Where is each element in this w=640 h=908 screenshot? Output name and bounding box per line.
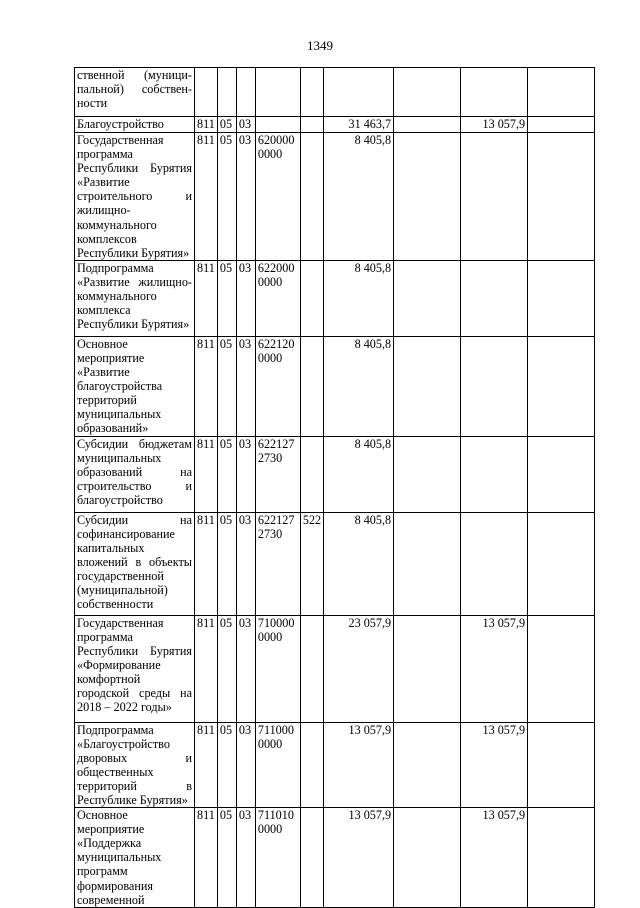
row-csr-cell: 622000 0000 — [255, 260, 300, 336]
row-sum-2-cell — [394, 336, 461, 436]
row-pr-cell: 03 — [236, 133, 255, 261]
row-sum-3-cell: 13 057,9 — [461, 117, 528, 133]
row-csr-cell: 620000 0000 — [255, 133, 300, 261]
row-name-cell: Субсидии на софинансирование капитальных вложений в объекты государственной (муниципальной) собственности — [75, 512, 195, 615]
table-row — [75, 117, 595, 133]
row-ved-cell: 811 — [195, 436, 218, 512]
row-ved-cell: 811 — [195, 117, 218, 133]
row-csr-cell: 622127 2730 — [255, 436, 300, 512]
row-ved-cell: 811 — [195, 260, 218, 336]
row-sum-2-cell — [394, 615, 461, 722]
row-sum-3-cell: 13 057,9 — [461, 808, 528, 908]
row-vr-cell — [300, 336, 323, 436]
row-ved-cell: 811 — [195, 133, 218, 261]
row-sum-4-cell — [528, 133, 595, 261]
table-row — [75, 336, 595, 436]
budget-table — [74, 67, 595, 908]
row-csr-cell: 622127 2730 — [255, 512, 300, 615]
row-sum-1-cell: 8 405,8 — [324, 512, 394, 615]
row-sum-4-cell — [528, 336, 595, 436]
row-pr-cell: 03 — [236, 117, 255, 133]
row-name-cell: Субсидии бюджетам муниципальных образований на строительство и благоустройство — [75, 436, 195, 512]
row-sum-3-cell — [461, 68, 528, 117]
row-rz-cell: 05 — [217, 336, 236, 436]
row-sum-3-cell: 13 057,9 — [461, 722, 528, 808]
row-sum-1-cell: 8 405,8 — [324, 133, 394, 261]
table-row — [75, 722, 595, 808]
row-name-cell: Основное мероприятие «Развитие благоустройства территорий муниципальных образований» — [75, 336, 195, 436]
row-name-cell: Подпрограмма «Развитие жилищно-коммунального комплекса Республики Бурятия» — [75, 260, 195, 336]
row-sum-3-cell — [461, 133, 528, 261]
row-name-cell: Государственная программа Республики Бурятия «Развитие строительного и жилищно-коммунального комплексов Республики Бурятия» — [75, 133, 195, 261]
row-ved-cell: 811 — [195, 722, 218, 808]
row-pr-cell — [236, 68, 255, 117]
row-rz-cell: 05 — [217, 133, 236, 261]
row-pr-cell: 03 — [236, 808, 255, 908]
row-rz-cell: 05 — [217, 808, 236, 908]
row-vr-cell — [300, 436, 323, 512]
table-row — [75, 512, 595, 615]
row-sum-2-cell — [394, 68, 461, 117]
row-sum-2-cell — [394, 436, 461, 512]
row-vr-cell — [300, 722, 323, 808]
row-sum-4-cell — [528, 436, 595, 512]
row-rz-cell: 05 — [217, 260, 236, 336]
row-vr-cell — [300, 615, 323, 722]
row-ved-cell: 811 — [195, 615, 218, 722]
table-row — [75, 133, 595, 261]
row-pr-cell: 03 — [236, 260, 255, 336]
row-sum-3-cell: 13 057,9 — [461, 615, 528, 722]
row-rz-cell: 05 — [217, 615, 236, 722]
row-ved-cell: 811 — [195, 512, 218, 615]
row-sum-4-cell — [528, 512, 595, 615]
row-sum-1-cell: 8 405,8 — [324, 260, 394, 336]
row-csr-cell: 711010 0000 — [255, 808, 300, 908]
row-pr-cell: 03 — [236, 436, 255, 512]
row-ved-cell: 811 — [195, 808, 218, 908]
row-sum-3-cell — [461, 336, 528, 436]
row-sum-4-cell — [528, 808, 595, 908]
row-rz-cell: 05 — [217, 722, 236, 808]
table-row — [75, 615, 595, 722]
row-sum-2-cell — [394, 133, 461, 261]
row-sum-1-cell: 13 057,9 — [324, 722, 394, 808]
table-row — [75, 260, 595, 336]
row-name-cell: Основное мероприятие «Поддержка муниципальных программ формирования современной — [75, 808, 195, 908]
row-csr-cell — [255, 68, 300, 117]
row-pr-cell: 03 — [236, 722, 255, 808]
row-sum-3-cell — [461, 260, 528, 336]
table-row — [75, 436, 595, 512]
row-sum-1-cell: 13 057,9 — [324, 808, 394, 908]
page-number: 1349 — [307, 38, 333, 53]
row-pr-cell: 03 — [236, 615, 255, 722]
row-pr-cell: 03 — [236, 336, 255, 436]
row-sum-4-cell — [528, 117, 595, 133]
row-csr-cell: 710000 0000 — [255, 615, 300, 722]
row-sum-2-cell — [394, 260, 461, 336]
row-sum-1-cell: 31 463,7 — [324, 117, 394, 133]
row-name-cell: Благоустройство — [75, 117, 195, 133]
row-rz-cell: 05 — [217, 117, 236, 133]
row-vr-cell: 522 — [300, 512, 323, 615]
row-vr-cell — [300, 808, 323, 908]
row-name-cell: Подпрограмма «Благоустройство дворовых и общественных территорий в Республике Бурятия» — [75, 722, 195, 808]
row-vr-cell — [300, 260, 323, 336]
row-csr-cell: 711000 0000 — [255, 722, 300, 808]
row-vr-cell — [300, 133, 323, 261]
row-csr-cell: 622120 0000 — [255, 336, 300, 436]
row-sum-1-cell: 8 405,8 — [324, 436, 394, 512]
row-name-cell: Государственная программа Республики Бурятия «Формирование комфортной городской среды на 2018 – 2022 годы» — [75, 615, 195, 722]
row-sum-2-cell — [394, 808, 461, 908]
row-sum-4-cell — [528, 260, 595, 336]
row-rz-cell: 05 — [217, 436, 236, 512]
row-sum-1-cell — [324, 68, 394, 117]
row-sum-4-cell — [528, 615, 595, 722]
row-sum-2-cell — [394, 722, 461, 808]
table-row — [75, 68, 595, 117]
row-sum-4-cell — [528, 68, 595, 117]
row-vr-cell — [300, 117, 323, 133]
row-ved-cell: 811 — [195, 336, 218, 436]
row-sum-4-cell — [528, 722, 595, 808]
row-sum-2-cell — [394, 117, 461, 133]
row-rz-cell — [217, 68, 236, 117]
row-sum-2-cell — [394, 512, 461, 615]
row-ved-cell — [195, 68, 218, 117]
row-rz-cell: 05 — [217, 512, 236, 615]
row-sum-1-cell: 8 405,8 — [324, 336, 394, 436]
row-vr-cell — [300, 68, 323, 117]
row-sum-1-cell: 23 057,9 — [324, 615, 394, 722]
row-csr-cell — [255, 117, 300, 133]
row-sum-3-cell — [461, 436, 528, 512]
table-body — [75, 68, 595, 908]
table-row — [75, 808, 595, 908]
row-pr-cell: 03 — [236, 512, 255, 615]
row-name-cell: ственной (муници-пальной) собствен-ности — [75, 68, 195, 117]
row-sum-3-cell — [461, 512, 528, 615]
